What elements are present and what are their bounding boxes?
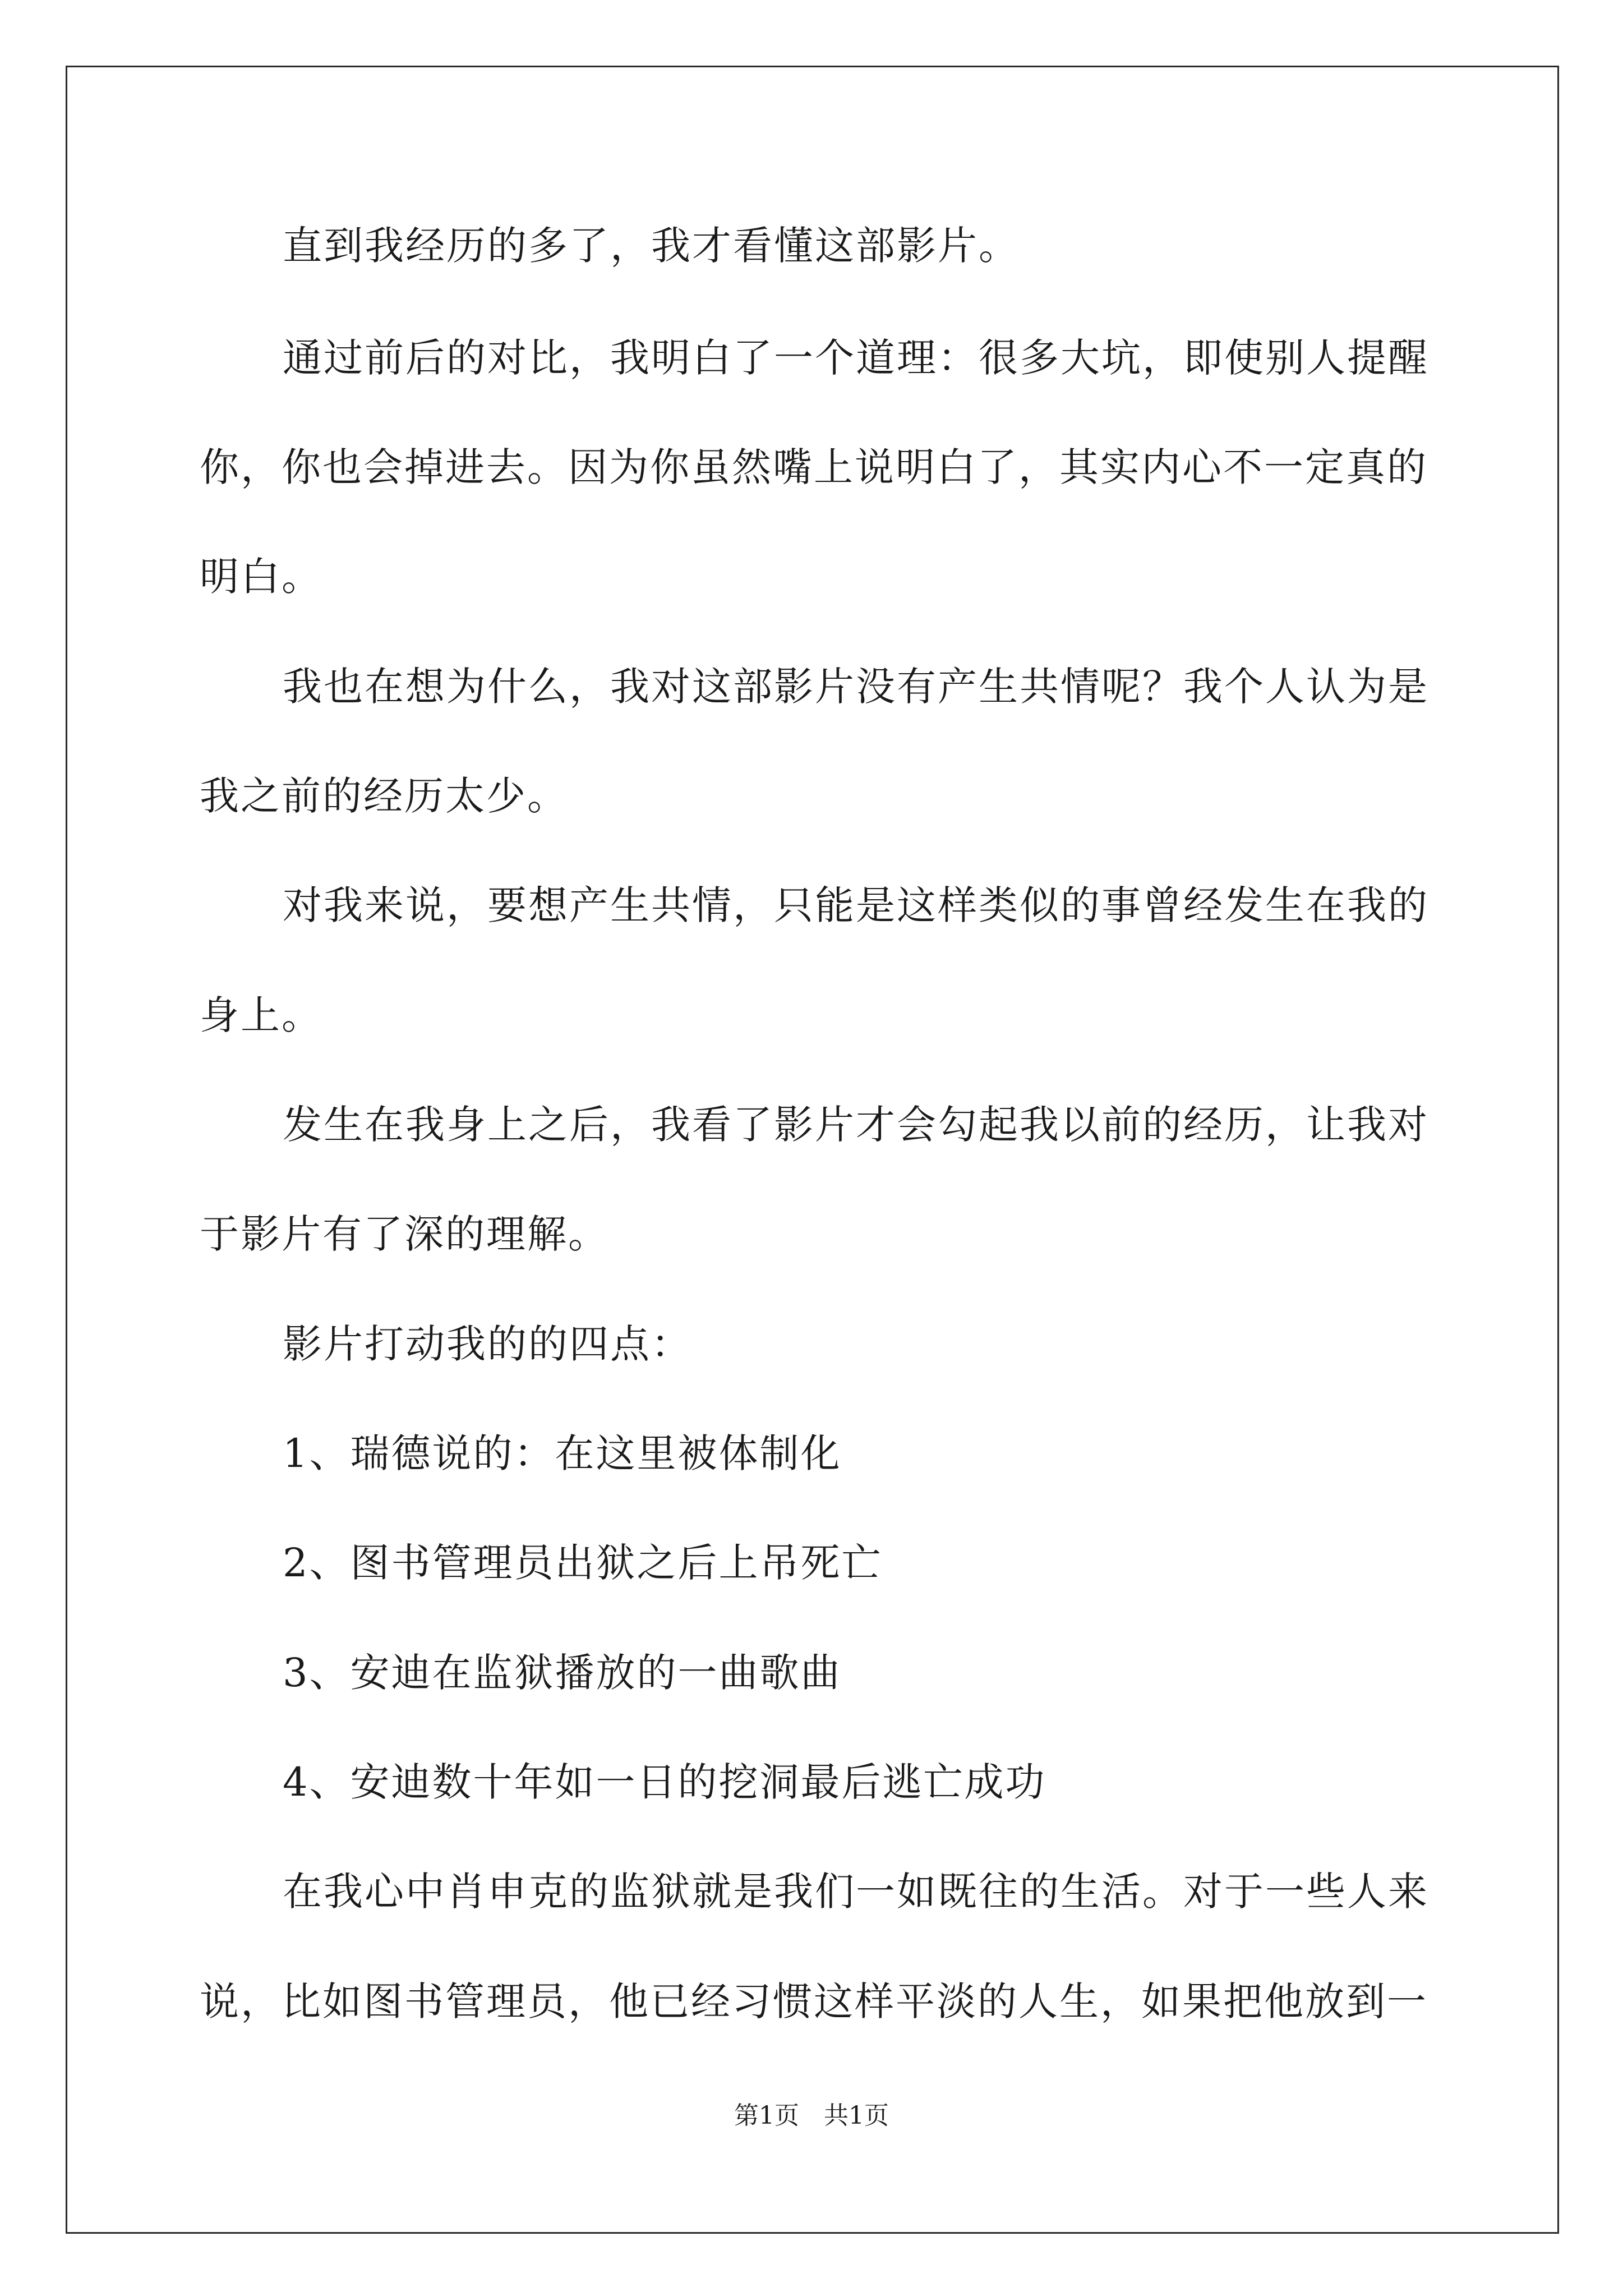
paragraph-line: 发生在我身上之后，我看了影片才会勾起我以前的经历，让我对	[283, 1102, 1429, 1148]
paragraph-line: 影片打动我的的四点：	[283, 1321, 692, 1367]
page-footer	[0, 2099, 1623, 2133]
page-number-current: 第1页	[734, 2101, 799, 2130]
paragraph-line: 我之前的经历太少。	[200, 773, 568, 819]
page-number-total: 共1页	[824, 2101, 889, 2130]
paragraph-line: 明白。	[200, 554, 322, 600]
list-item: 1、瑞德说的：在这里被体制化	[283, 1430, 842, 1476]
paragraph-line: 于影片有了深的理解。	[200, 1211, 609, 1257]
paragraph-line: 身上。	[200, 992, 322, 1038]
paragraph-line: 说，比如图书管理员，他已经习惯这样平淡的人生，如果把他放到一	[200, 1978, 1428, 2024]
paragraph-line: 通过前后的对比，我明白了一个道理：很多大坑，即使别人提醒	[283, 335, 1429, 381]
paragraph-line: 在我心中肖申克的监狱就是我们一如既往的生活。对于一些人来	[283, 1869, 1429, 1915]
paragraph-line: 直到我经历的多了，我才看懂这部影片。	[283, 223, 1020, 269]
paragraph-line: 我也在想为什么，我对这部影片没有产生共情呢？我个人认为是	[283, 664, 1429, 710]
list-item: 3、安迪在监狱播放的一曲歌曲	[283, 1650, 842, 1696]
list-item: 4、安迪数十年如一日的挖洞最后逃亡成功	[283, 1759, 1046, 1805]
paragraph-line: 对我来说，要想产生共情，只能是这样类似的事曾经发生在我的	[283, 882, 1429, 928]
paragraph-line: 你，你也会掉进去。因为你虽然嘴上说明白了，其实内心不一定真的	[200, 444, 1428, 490]
list-item: 2、图书管理员出狱之后上吊死亡	[283, 1540, 883, 1586]
